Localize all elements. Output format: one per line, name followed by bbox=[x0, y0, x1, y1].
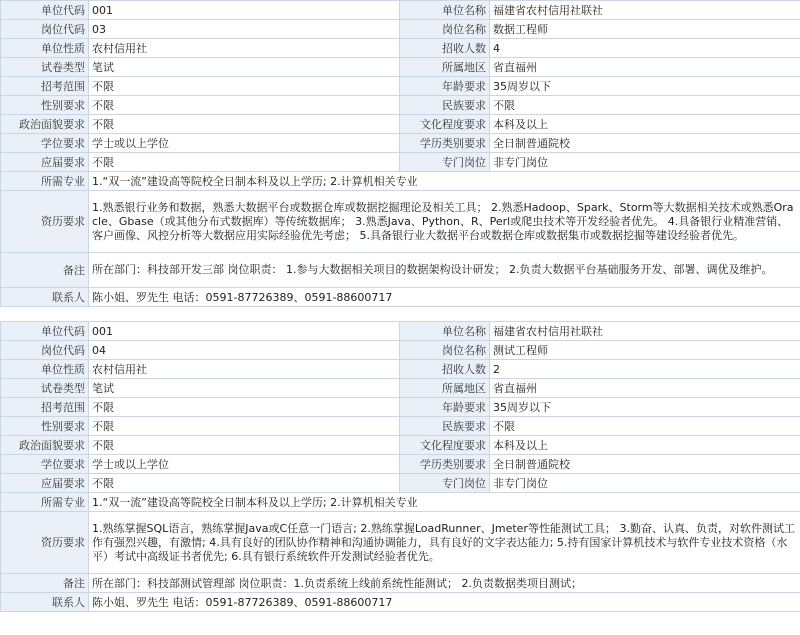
value-major: 1.“双一流”建设高等院校全日制本科及以上学历; 2.计算机相关专业 bbox=[89, 493, 800, 512]
label-recruit-count: 招收人数 bbox=[400, 360, 490, 379]
row-remark bbox=[1, 253, 800, 288]
label-unit-code: 单位代码 bbox=[1, 1, 89, 20]
value-remark: 所在部门：科技部开发三部 岗位职责： 1.参与大数据相关项目的数据架构设计研发； 2.负责大数据平台基础服务开发、部署、调优及维护。 bbox=[89, 253, 800, 288]
row-gender bbox=[1, 417, 800, 436]
label-gender: 性别要求 bbox=[1, 417, 89, 436]
value-exam-type: 笔试 bbox=[89, 58, 400, 77]
value-gender: 不限 bbox=[89, 96, 400, 115]
label-contact: 联系人 bbox=[1, 288, 89, 307]
label-contact: 联系人 bbox=[1, 593, 89, 612]
label-degree: 学位要求 bbox=[1, 134, 89, 153]
row-post bbox=[1, 341, 800, 360]
row-experience bbox=[1, 191, 800, 253]
value-unit-code: 001 bbox=[89, 1, 400, 20]
label-unit-nature: 单位性质 bbox=[1, 360, 89, 379]
row-scope bbox=[1, 398, 800, 417]
value-post-name: 数据工程师 bbox=[490, 20, 800, 39]
label-post-code: 岗位代码 bbox=[1, 341, 89, 360]
row-nature bbox=[1, 360, 800, 379]
value-gender: 不限 bbox=[89, 417, 400, 436]
job-table-2 bbox=[0, 321, 800, 612]
value-unit-name: 福建省农村信用社联社 bbox=[490, 322, 800, 341]
label-major: 所需专业 bbox=[1, 493, 89, 512]
label-unit-nature: 单位性质 bbox=[1, 39, 89, 58]
row-degree bbox=[1, 134, 800, 153]
label-education: 文化程度要求 bbox=[400, 436, 490, 455]
row-political bbox=[1, 115, 800, 134]
row-unit bbox=[1, 322, 800, 341]
value-recruit-count: 4 bbox=[490, 39, 800, 58]
row-gender bbox=[1, 96, 800, 115]
job-table-1 bbox=[0, 0, 800, 307]
table-spacer bbox=[0, 307, 800, 321]
label-experience: 资历要求 bbox=[1, 191, 89, 253]
label-post-code: 岗位代码 bbox=[1, 20, 89, 39]
label-special-post: 专门岗位 bbox=[400, 474, 490, 493]
label-exam-type: 试卷类型 bbox=[1, 58, 89, 77]
value-experience: 1.熟悉银行业务和数据，熟悉大数据平台或数据仓库或数据挖掘理论及相关工具； 2.熟悉Hadoop、Spark、Storm等大数据相关技术或熟悉Oracle、Gbase（或其他分布式数据库）等传统数据库； 3.熟悉Java、Python、R、Perl或爬虫技术等开发经验者优先。 4.具备银行业精准营销、客户画像、风控分析等大数据应用实际经验优先考虑； 5.具备银行业大数据平台或数据仓库或数据集市或数据挖掘等建设经验者优先。 bbox=[89, 191, 800, 253]
value-exam-type: 笔试 bbox=[89, 379, 400, 398]
value-unit-nature: 农村信用社 bbox=[89, 360, 400, 379]
label-ethnic: 民族要求 bbox=[400, 417, 490, 436]
value-education: 本科及以上 bbox=[490, 115, 800, 134]
label-education: 文化程度要求 bbox=[400, 115, 490, 134]
row-post bbox=[1, 20, 800, 39]
value-major: 1.“双一流”建设高等院校全日制本科及以上学历; 2.计算机相关专业 bbox=[89, 172, 800, 191]
label-fresh-grad: 应届要求 bbox=[1, 153, 89, 172]
label-region: 所属地区 bbox=[400, 379, 490, 398]
value-fresh-grad: 不限 bbox=[89, 153, 400, 172]
value-recruit-count: 2 bbox=[490, 360, 800, 379]
value-post-name: 测试工程师 bbox=[490, 341, 800, 360]
label-major: 所需专业 bbox=[1, 172, 89, 191]
label-degree: 学位要求 bbox=[1, 455, 89, 474]
label-fresh-grad: 应届要求 bbox=[1, 474, 89, 493]
label-region: 所属地区 bbox=[400, 58, 490, 77]
value-post-code: 03 bbox=[89, 20, 400, 39]
value-special-post: 非专门岗位 bbox=[490, 153, 800, 172]
row-major bbox=[1, 493, 800, 512]
row-degree bbox=[1, 455, 800, 474]
label-post-name: 岗位名称 bbox=[400, 341, 490, 360]
label-remark: 备注 bbox=[1, 574, 89, 593]
label-recruit-count: 招收人数 bbox=[400, 39, 490, 58]
row-political bbox=[1, 436, 800, 455]
value-contact: 陈小姐、罗先生 电话：0591-87726389、0591-88600717 bbox=[89, 593, 800, 612]
row-contact bbox=[1, 288, 800, 307]
label-age: 年龄要求 bbox=[400, 398, 490, 417]
value-post-code: 04 bbox=[89, 341, 400, 360]
value-unit-name: 福建省农村信用社联社 bbox=[490, 1, 800, 20]
value-school-type: 全日制普通院校 bbox=[490, 455, 800, 474]
value-contact: 陈小姐、罗先生 电话：0591-87726389、0591-88600717 bbox=[89, 288, 800, 307]
value-unit-nature: 农村信用社 bbox=[89, 39, 400, 58]
label-special-post: 专门岗位 bbox=[400, 153, 490, 172]
row-nature bbox=[1, 39, 800, 58]
value-scope: 不限 bbox=[89, 77, 400, 96]
value-ethnic: 不限 bbox=[490, 96, 800, 115]
row-unit bbox=[1, 1, 800, 20]
label-gender: 性别要求 bbox=[1, 96, 89, 115]
row-fresh bbox=[1, 153, 800, 172]
value-age: 35周岁以下 bbox=[490, 77, 800, 96]
row-remark bbox=[1, 574, 800, 593]
value-scope: 不限 bbox=[89, 398, 400, 417]
row-exam bbox=[1, 58, 800, 77]
value-unit-code: 001 bbox=[89, 322, 400, 341]
label-political: 政治面貌要求 bbox=[1, 436, 89, 455]
value-education: 本科及以上 bbox=[490, 436, 800, 455]
label-unit-name: 单位名称 bbox=[400, 1, 490, 20]
label-age: 年龄要求 bbox=[400, 77, 490, 96]
label-school-type: 学历类别要求 bbox=[400, 134, 490, 153]
row-scope bbox=[1, 77, 800, 96]
value-experience: 1.熟练掌握SQL语言，熟练掌握Java或C任意一门语言; 2.熟练掌握LoadRunner、Jmeter等性能测试工具； 3.勤奋、认真、负责，对软件测试工作有强烈兴趣，有激情; 4.具有良好的团队协作精神和沟通协调能力，具有良好的文字表达能力; 5.持有国家计算机技术与软件专业技术资格（水平）考试中高级证书者优先; 6.具有银行系统软件开发测试经验者优先。 bbox=[89, 512, 800, 574]
row-exam bbox=[1, 379, 800, 398]
label-post-name: 岗位名称 bbox=[400, 20, 490, 39]
row-major bbox=[1, 172, 800, 191]
value-school-type: 全日制普通院校 bbox=[490, 134, 800, 153]
label-unit-code: 单位代码 bbox=[1, 322, 89, 341]
row-fresh bbox=[1, 474, 800, 493]
row-experience bbox=[1, 512, 800, 574]
value-remark: 所在部门：科技部测试管理部 岗位职责：1.负责系统上线前系统性能测试； 2.负责数据类项目测试； bbox=[89, 574, 800, 593]
label-scope: 招考范围 bbox=[1, 398, 89, 417]
value-degree: 学士或以上学位 bbox=[89, 455, 400, 474]
label-unit-name: 单位名称 bbox=[400, 322, 490, 341]
value-degree: 学士或以上学位 bbox=[89, 134, 400, 153]
label-scope: 招考范围 bbox=[1, 77, 89, 96]
label-exam-type: 试卷类型 bbox=[1, 379, 89, 398]
value-fresh-grad: 不限 bbox=[89, 474, 400, 493]
label-school-type: 学历类别要求 bbox=[400, 455, 490, 474]
label-political: 政治面貌要求 bbox=[1, 115, 89, 134]
value-special-post: 非专门岗位 bbox=[490, 474, 800, 493]
label-ethnic: 民族要求 bbox=[400, 96, 490, 115]
value-age: 35周岁以下 bbox=[490, 398, 800, 417]
row-contact bbox=[1, 593, 800, 612]
value-region: 省直福州 bbox=[490, 58, 800, 77]
label-experience: 资历要求 bbox=[1, 512, 89, 574]
value-ethnic: 不限 bbox=[490, 417, 800, 436]
value-region: 省直福州 bbox=[490, 379, 800, 398]
label-remark: 备注 bbox=[1, 253, 89, 288]
value-political: 不限 bbox=[89, 115, 400, 134]
value-political: 不限 bbox=[89, 436, 400, 455]
